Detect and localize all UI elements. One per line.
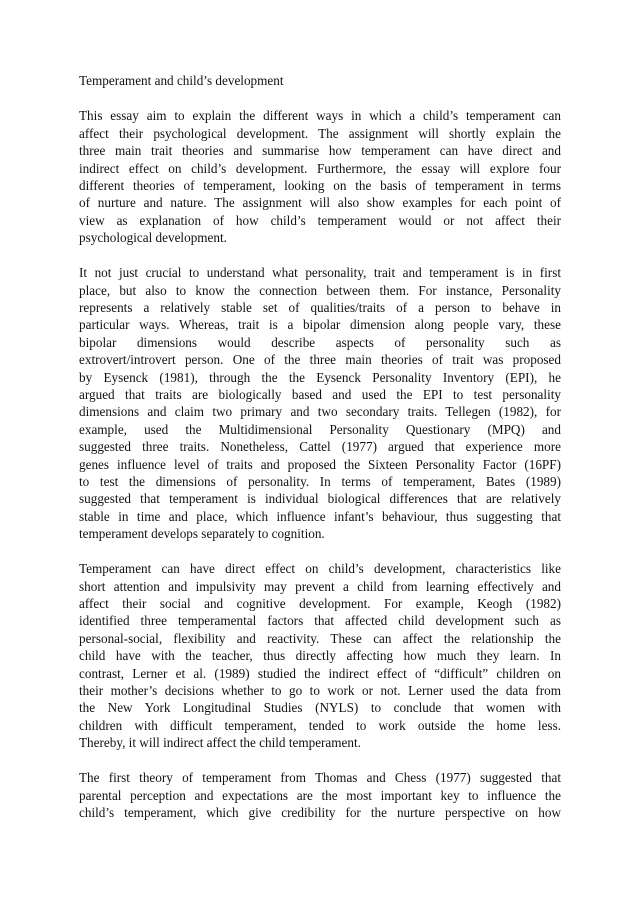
document-body [79,72,561,839]
paragraph-line: represents a relatively stable set of qualities/traits of a person to behave in [79,299,561,315]
paragraph-line: temperament develops separately to cognition. [79,526,325,542]
paragraph-line: view as explanation of how child’s temperament would or not affect their [79,212,561,228]
paragraph-line: contrast, Lerner et al. (1989) studied the indirect effect of “difficult” children on [79,665,561,681]
paragraph-line: suggested three traits. Nonetheless, Cattel (1977) argued that experience more [79,439,561,455]
paragraph-line: example, used the Multidimensional Personality Questionary (MPQ) and [79,421,561,437]
paragraph-line: child have with the teacher, thus directly affecting how much they learn. In [79,648,561,664]
paragraph-line: three main trait theories and summarise how temperament can have direct and [79,143,561,159]
paragraph-line: their mother’s decisions whether to go to work or not. Lerner used the data from [79,683,561,698]
document-title: Temperament and child’s development [79,73,284,88]
paragraph-line: affect their psychological development. The assignment will shortly explain the [79,125,561,141]
paragraph-line: the New York Longitudinal Studies (NYLS) to conclude that women with [79,700,561,716]
paragraph-line: psychological development. [79,230,227,246]
paragraph-line: bipolar dimensions would describe aspects of personality such as [79,334,561,350]
paragraph-line: genes influence level of traits and proposed the Sixteen Personality Factor (16PF) [79,456,561,472]
paragraph-line: parental perception and expectations are the most important key to influence the [79,787,561,803]
paragraph-line: Thereby, it will indirect affect the child temperament. [79,735,361,751]
paragraph-line: by Eysenck (1981), through the the Eysenck Personality Inventory (EPI), he [79,369,561,385]
paragraph-line: affect their social and cognitive development. For example, Keogh (1982) [79,595,561,611]
paragraph-line: child’s temperament, which give credibility for the nurture perspective on how [79,804,561,820]
paragraph-line: place, but also to know the connection between them. For instance, Personality [79,282,561,298]
paragraph-line: This essay aim to explain the different ways in which a child’s temperament can [79,108,561,124]
paragraph-line: short attention and impulsivity may prevent a child from learning effectively and [79,578,561,594]
paragraph-intro [79,107,561,246]
paragraph-line: of nurture and nature. The assignment will also show examples for each point of [79,195,561,211]
paragraph-line: children with difficult temperament, tended to work outside the home less. [79,717,561,733]
paragraph-line: argued that traits are biologically based and used the EPI to test personality [79,387,561,402]
paragraph-trait-theories [79,264,561,543]
paragraph-line: different theories of temperament, looking on the basis of temperament in terms [79,178,561,194]
paragraph-thomas-chess [79,769,561,821]
paragraph-line: dimensions and claim two primary and two secondary traits. Tellegen (1982), for [79,404,561,420]
paragraph-line: identified three temperamental factors that affected child development such as [79,613,561,629]
paragraph-line: It not just crucial to understand what personality, trait and temperament is in first [79,265,561,281]
paragraph-line: The first theory of temperament from Thomas and Chess (1977) suggested that [79,770,561,786]
paragraph-line: stable in time and place, which influence infant’s behaviour, thus suggesting that [79,508,561,524]
paragraph-line: to test the dimensions of personality. In terms of temperament, Bates (1989) [79,474,561,490]
paragraph-line: Temperament can have direct effect on child’s development, characteristics like [79,561,561,577]
paragraph-direct-effect [79,560,561,751]
paragraph-line: extrovert/introvert person. One of the three main theories of trait was proposed [79,352,561,368]
paragraph-line: particular ways. Whereas, trait is a bipolar dimension along people vary, these [79,317,561,333]
paragraph-line: personal-social, flexibility and reactivity. These can affect the relationship the [79,630,561,646]
paragraph-line: suggested that temperament is individual biological differences that are relatively [79,491,561,507]
paragraph-line: indirect effect on child’s development. Furthermore, the essay will explore four [79,160,561,176]
